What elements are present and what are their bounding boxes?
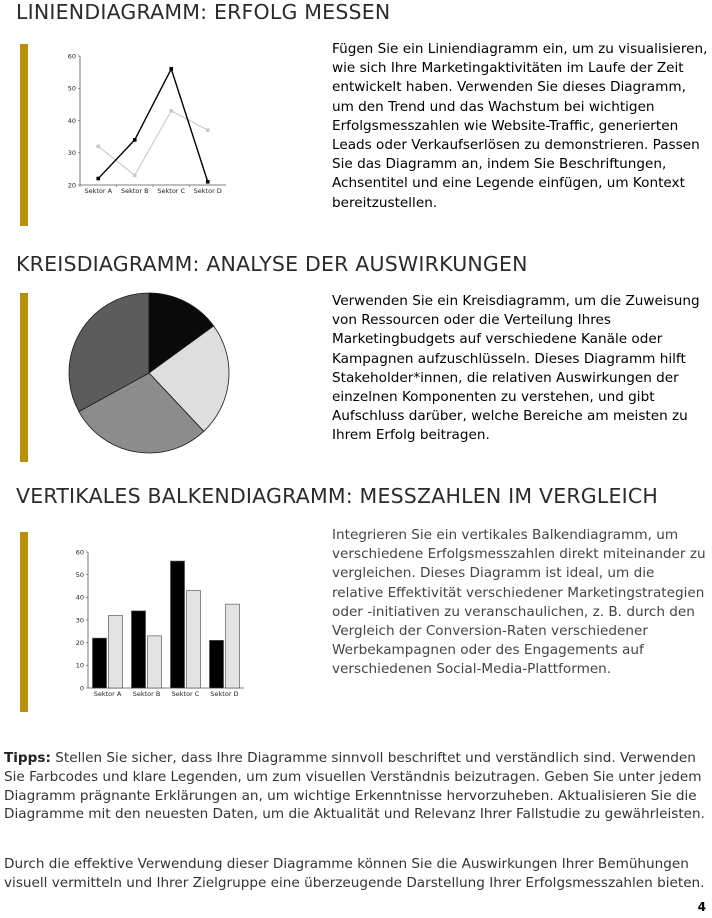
tips-text: Stellen Sie sicher, dass Ihre Diagramme sinnvoll beschriftet und verständlich sind. Verwenden Sie Farbcodes und klare Legenden, um zum visuellen Verständnis beizutragen. Geben Sie unter jedem Diagramm prägnante Erklärungen an, um wichtige Erkenntnisse hervorzuheben. Aktualisieren Sie die Diagramme mit den neuesten Daten, um die Aktualität und Relevanz Ihrer Fallstudie zu gewährleisten. [4,750,705,823]
series-1-point [96,177,100,181]
y-tick-label: 50 [75,570,84,579]
x-tick-label: Sektor A [93,690,122,698]
bar-chart-description: Integrieren Sie ein vertikales Balkendiagramm, um verschiedene Erfolgsmesszahlen direkt miteinander zu vergleichen. Dieses Diagramm ist ideal, um die relative Effektivität verschiedener Marketingstrategien oder -initiativen zu veranschaulichen, z. B. durch den Vergleich der Conversion-Raten verschiedener Werbekampagnen oder des Engagements auf verschiedenen Social-Media-Plattformen. [332,527,706,678]
x-tick-label: Sektor D [210,690,239,698]
tips-label: Tipps: [4,750,51,766]
y-tick-label: 60 [67,52,76,61]
x-tick-label: Sektor A [84,187,113,195]
page-number: 4 [697,900,706,914]
y-tick-label: 0 [79,684,84,693]
x-tick-label: Sektor B [120,187,149,195]
bar-chart [60,540,250,702]
series-1-point [206,180,210,184]
accent-bar [20,532,28,712]
heading-line-chart: LINIENDIAGRAMM: ERFOLG MESSEN [16,0,391,24]
series-2-line [98,111,208,176]
x-tick-label: Sektor C [157,187,186,195]
heading-bar-chart: VERTIKALES BALKENDIAGRAMM: MESSZAHLEN IM VERGLEICH [16,484,659,508]
series-2-point [133,174,137,178]
y-tick-label: 30 [75,616,84,625]
x-tick-label: Sektor C [171,690,200,698]
pie-chart-description: Verwenden Sie ein Kreisdiagramm, um die Zuweisung von Ressourcen oder die Verteilung Ihres Marketingbudgets auf verschiedene Kanäle oder Kampagnen aufzuschlüsseln. Dieses Diagramm hilft Stakeholder*innen, die relativen Auswirkungen der einzelnen Komponenten zu verstehen, und gibt Aufschluss darüber, welche Bereiche am meisten zu Ihrem Erfolg beitragen. [332,293,700,444]
line-chart [56,44,232,200]
line-chart-description: Fügen Sie ein Liniendiagramm ein, um zu visualisieren, wie sich Ihre Marketingaktivitäten im Laufe der Zeit entwickelt haben. Verwenden Sie dieses Diagramm, um den Trend und das Wachstum bei wichtigen Erfolgsmesszahlen wie Website-Traffic, generierten Leads oder Verkaufserlösen zu demonstrieren. Passen Sie das Diagramm an, indem Sie Beschriftungen, Achsentitel und eine Legende einfügen, um Kontext bereitzustellen. [332,41,708,211]
series-2-point [96,145,100,149]
bar-series-1 [132,611,146,688]
y-tick-label: 20 [67,181,76,190]
bar-series-1 [93,638,107,688]
series-1-point [169,67,173,71]
y-tick-label: 50 [67,84,76,93]
bar-series-1 [171,561,185,688]
bar-series-1 [210,640,224,688]
y-tick-label: 40 [67,116,76,125]
bar-series-2 [109,615,123,688]
closing-paragraph: Durch die effektive Verwendung dieser Diagramme können Sie die Auswirkungen Ihrer Bemühungen visuell vermitteln und Ihrer Zielgruppe eine überzeugende Darstellung Ihrer Erfolgsmesszahlen bieten. [4,856,705,891]
bar-series-2 [226,604,240,688]
series-2-point [169,109,173,113]
accent-bar [20,293,28,462]
x-tick-label: Sektor D [193,187,222,195]
series-1-point [133,138,137,142]
y-tick-label: 20 [75,638,84,647]
tips-paragraph [4,749,708,824]
bar-series-2 [187,591,201,688]
series-2-point [206,128,210,132]
series-1-line [98,69,208,182]
y-tick-label: 10 [75,661,84,670]
x-tick-label: Sektor B [132,690,161,698]
bar-series-2 [148,636,162,688]
pie-chart [62,290,238,460]
accent-bar [20,44,28,226]
y-tick-label: 30 [67,149,76,158]
y-tick-label: 60 [75,548,84,557]
y-tick-label: 40 [75,593,84,602]
heading-pie-chart: KREISDIAGRAMM: ANALYSE DER AUSWIRKUNGEN [16,252,528,276]
